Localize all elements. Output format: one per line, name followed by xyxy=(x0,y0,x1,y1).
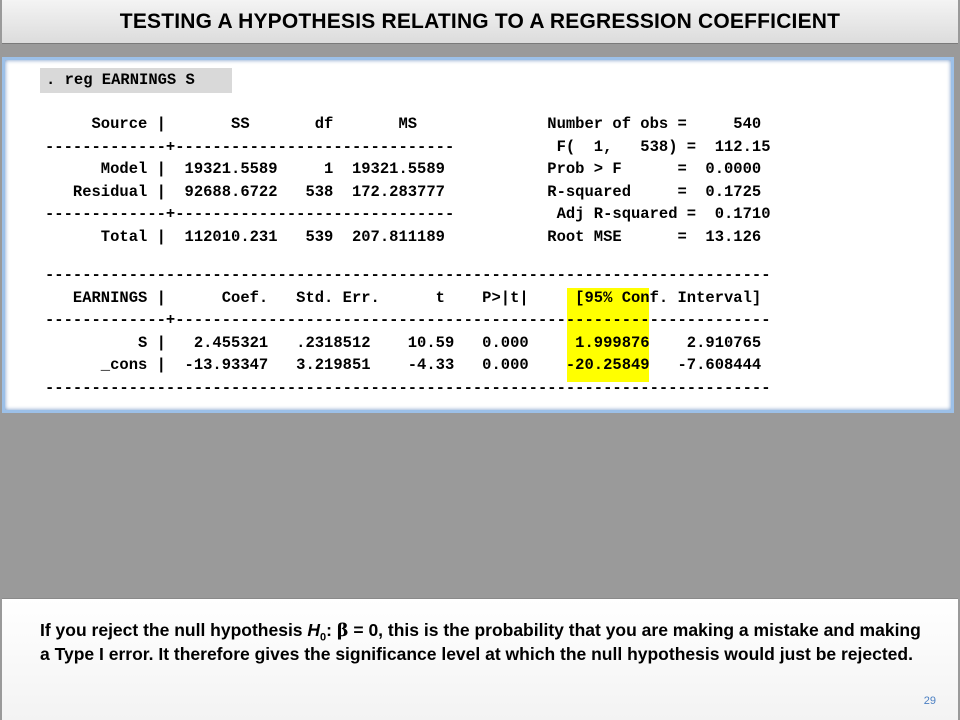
null-hypothesis-subscript: 0 xyxy=(320,631,327,644)
note-text-3: = 0, this is the probability that you are making a mistake and making a Type I error. It therefore gives the significance level at which the null hypothesis would just be rejected. xyxy=(40,620,921,664)
coef-line: EARNINGS | Coef. Std. Err. t P>|t| [95% Conf. Interval] xyxy=(45,288,762,307)
stata-command: . reg EARNINGS S xyxy=(40,68,232,93)
anova-line: -------------+------------------------------ Adj R-squared = 0.1710 xyxy=(45,205,771,223)
coef-line: ------------------------------------------------------------------------------ xyxy=(45,266,771,284)
note-text-1: If you reject the null hypothesis xyxy=(40,620,308,640)
anova-line: Total | 112010.231 539 207.811189 Root MSE = 13.126 xyxy=(45,227,762,246)
explanation-panel xyxy=(2,598,958,720)
anova-table xyxy=(45,113,771,248)
null-hypothesis-symbol: H xyxy=(307,620,321,640)
beta-symbol: β xyxy=(336,621,349,641)
slide-title: TESTING A HYPOTHESIS RELATING TO A REGRESSION COEFFICIENT xyxy=(119,9,841,33)
anova-line: Source | SS df MS Number of obs = 540 xyxy=(45,115,762,133)
note-text-2: : xyxy=(326,620,337,640)
stata-output-panel xyxy=(2,57,954,413)
coef-line: -------------+---------------------------------------------------------------- xyxy=(45,311,771,329)
slide-title-bar xyxy=(2,0,958,44)
anova-line: Residual | 92688.6722 538 172.283777 R-squared = 0.1725 xyxy=(45,182,762,201)
coef-line: ------------------------------------------------------------------------------ xyxy=(45,378,771,397)
anova-line: Model | 19321.5589 1 19321.5589 Prob > F = 0.0000 xyxy=(45,160,762,178)
anova-line: -------------+------------------------------ F( 1, 538) = 112.15 xyxy=(45,137,771,156)
coefficient-table xyxy=(45,264,771,399)
page-number: 29 xyxy=(923,695,936,707)
explanation-text xyxy=(40,619,930,665)
coef-line: _cons | -13.93347 3.219851 -4.33 0.000 -20.25849 -7.608444 xyxy=(45,356,762,374)
coef-line: S | 2.455321 .2318512 10.59 0.000 1.999876 2.910765 xyxy=(45,333,762,352)
